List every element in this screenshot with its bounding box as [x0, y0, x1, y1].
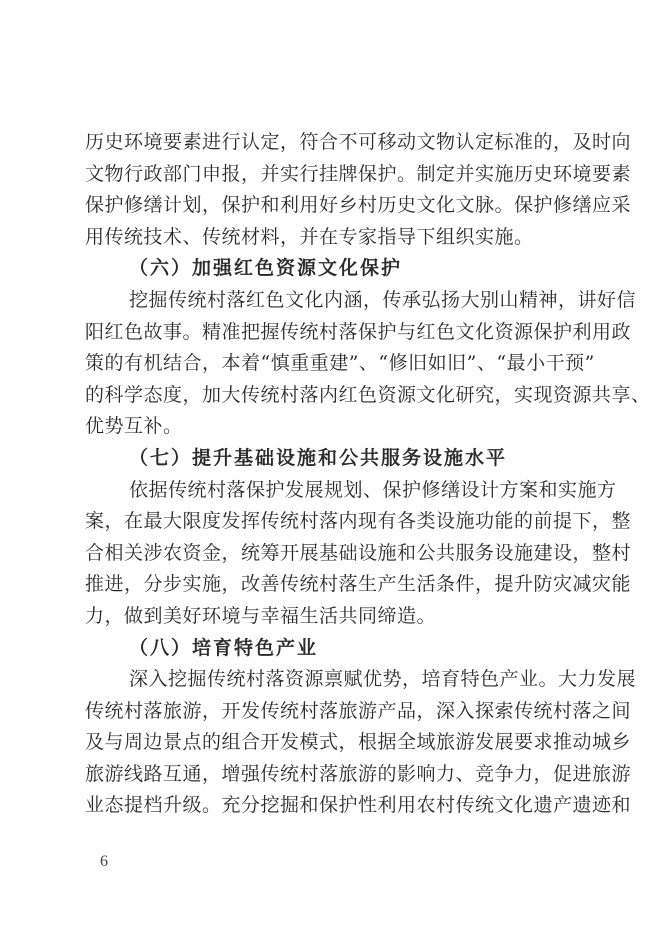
paragraph-line: 历史环境要素进行认定，符合不可移动文物认定标准的，及时向	[85, 131, 632, 153]
paragraph-line: 推进，分步实施，改善传统村落生产生活条件，提升防灾减灾能	[85, 573, 632, 596]
paragraph-line: 保护修缮计划，保护和利用好乡村历史文化文脉。保护修缮应采	[85, 194, 632, 217]
paragraph-line: 业态提档升级。充分挖掘和保护性利用农村传统文化遗产遗迹和	[85, 794, 632, 817]
paragraph-line: 案，在最大限度发挥传统村落内现有各类设施功能的前提下，整	[85, 510, 632, 533]
paragraph-line: 及与周边景点的组合开发模式，根据全域旅游发展要求推动城乡	[85, 731, 632, 754]
paragraph-line: 文物行政部门申报，并实行挂牌保护。制定并实施历史环境要素	[85, 162, 632, 185]
page-number: 6	[100, 853, 108, 870]
paragraph-line: 旅游线路互通，增强传统村落旅游的影响力、竞争力，促进旅游	[85, 762, 632, 785]
paragraph-line: 优势互补。	[85, 415, 183, 438]
paragraph-line: 阳红色故事。精准把握传统村落保护与红色文化资源保护利用政	[85, 320, 632, 343]
section-heading-8: （八）培育特色产业	[129, 636, 319, 659]
paragraph-line: 的科学态度，加大传统村落内红色资源文化研究，实现资源共享、	[85, 383, 651, 406]
document-body	[85, 127, 651, 822]
paragraph-line: 合相关涉农资金，统筹开展基础设施和公共服务设施建设，整村	[85, 541, 632, 564]
paragraph-line: 用传统技术、传统材料，并在专家指导下组织实施。	[85, 225, 534, 248]
section-heading-7: （七）提升基础设施和公共服务设施水平	[129, 446, 508, 469]
paragraph-line: 传统村落旅游，开发传统村落旅游产品，深入探索传统村落之间	[85, 699, 632, 722]
paragraph-line: 策的有机结合，本着“慎重重建”、“修旧如旧”、“最小干预”	[85, 352, 595, 375]
paragraph-line: 力，做到美好环境与幸福生活共同缔造。	[85, 604, 437, 627]
paragraph-line: 依据传统村落保护发展规划、保护修缮设计方案和实施方	[129, 478, 617, 501]
section-heading-6: （六）加强红色资源文化保护	[129, 257, 403, 280]
paragraph-line: 深入挖掘传统村落资源禀赋优势，培育特色产业。大力发展	[129, 668, 637, 691]
paragraph-line: 挖掘传统村落红色文化内涵，传承弘扬大别山精神，讲好信	[129, 288, 637, 311]
